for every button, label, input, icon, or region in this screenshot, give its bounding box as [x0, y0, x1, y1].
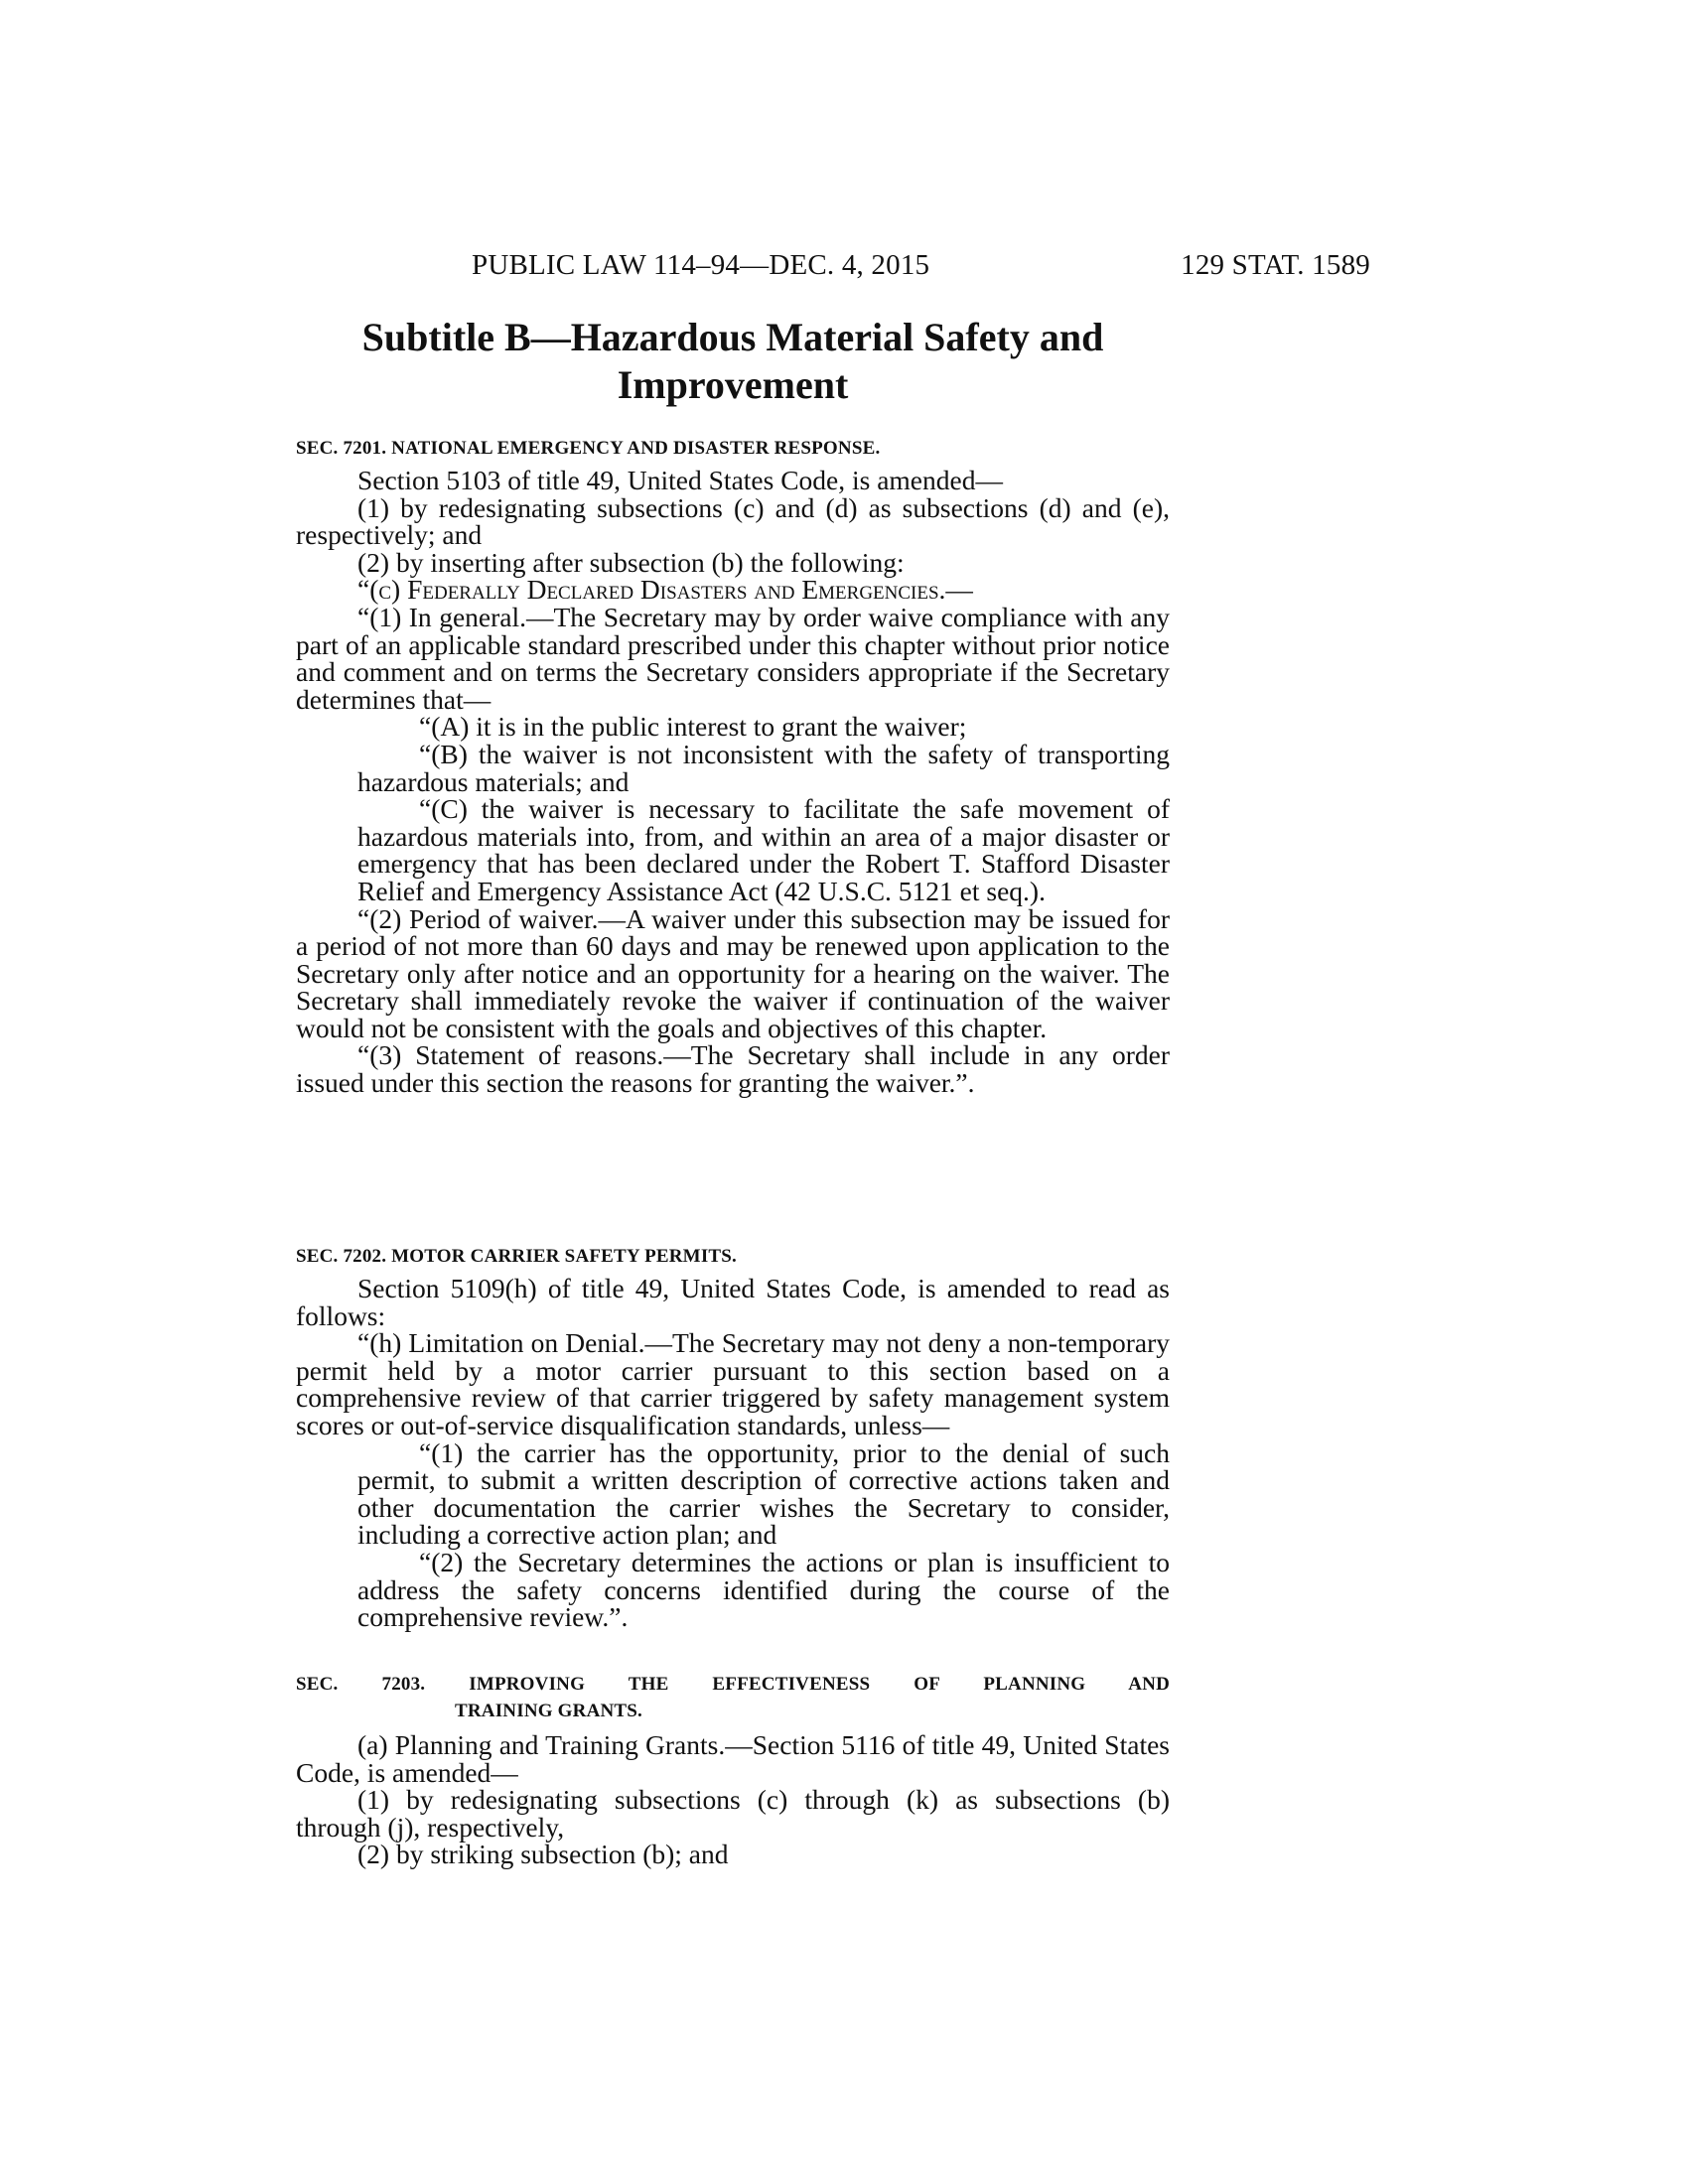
running-header: [298, 249, 1370, 289]
sec7201-c-1-A: “(A) it is in the public interest to grant the waiver;: [419, 711, 967, 743]
sec7202-intro: Section 5109(h) of title 49, United States Code, is amended to read as follows:: [296, 1273, 1170, 1331]
sec7201-c-paragraph-2: “(2) Period of waiver.—A waiver under this subsection may be issued for a period of not more than 60 days and may be renewed upon application to the Secretary only after notice and an opportunity for a hearing on the waiver. The Secretary shall immediately revoke the waiver if continuation of the waiver would not be consistent with the goals and objectives of this chapter.: [296, 902, 1170, 1043]
sec7202-subsection-h: “(h) Limitation on Denial.—The Secretary may not deny a non-temporary permit held by a motor carrier pursuant to this section based on a comprehensive review of that carrier triggered by safety management system scores or out-of-service disqualification standards, unless—: [296, 1327, 1170, 1440]
subtitle-line-1: Subtitle B—Hazardous Material Safety and: [361, 315, 1104, 359]
section-7203-body: [296, 1731, 1170, 1868]
sec7202-h-2: “(2) the Secretary determines the actions or plan is insufficient to address the safety concerns identified during the course of the comprehensive review.”.: [357, 1546, 1170, 1633]
sec7201-item-1: (1) by redesignating subsections (c) and (d) as subsections (d) and (e), respectively; and: [296, 491, 1170, 551]
subtitle-heading: [296, 314, 1170, 409]
section-7202-body: [296, 1275, 1170, 1631]
sec7201-item-2: (2) by inserting after subsection (b) the following:: [357, 546, 905, 578]
sec7203-subsection-a: (a) Planning and Training Grants.—Section 5116 of title 49, United States Code, is amended—: [296, 1729, 1170, 1788]
subtitle-line-2: Improvement: [617, 362, 849, 407]
sec7202-h-1: “(1) the carrier has the opportunity, prior to the denial of such permit, to submit a written description of corrective actions taken and other documentation the carrier wishes the Secretary to consider, including a corrective action plan; and: [357, 1436, 1170, 1551]
sec7201-c-1-C: “(C) the waiver is necessary to facilitate the safe movement of hazardous materials into, from, and within an area of a major disaster or emergency that has been declared under the Robert T. Stafford Disaster Relief and Emergency Assistance Act (42 U.S.C. 5121 et seq.).: [357, 793, 1170, 906]
sec7201-c-paragraph-1: “(1) In general.—The Secretary may by order waive compliance with any part of an applicable standard prescribed under this chapter without prior notice and comment and on terms the Secretary considers appropriate if the Secretary determines that—: [296, 601, 1170, 715]
section-7202-heading: SEC. 7202. MOTOR CARRIER SAFETY PERMITS.: [296, 1246, 737, 1267]
sec7203-a-1: (1) by redesignating subsections (c) through (k) as subsections (b) through (j), respectively,: [296, 1784, 1170, 1843]
section-7203-heading-line-2: TRAINING GRANTS.: [455, 1701, 643, 1721]
sec7201-c-1-B: “(B) the waiver is not inconsistent with the safety of transporting hazardous materials; and: [357, 738, 1170, 797]
sec7203-a-2: (2) by striking subsection (b); and: [357, 1839, 729, 1870]
sec7201-c-paragraph-3: “(3) Statement of reasons.—The Secretary shall include in any order issued under this section the reasons for granting the waiver.”.: [296, 1039, 1170, 1099]
section-7203-heading: [296, 1671, 1170, 1724]
sec7201-subsection-c-heading: “(c) Federally Declared Disasters and Emergencies.—: [357, 574, 973, 606]
section-7201-heading: SEC. 7201. NATIONAL EMERGENCY AND DISASTER RESPONSE.: [296, 438, 881, 459]
section-7201-body: [296, 467, 1170, 1097]
sec7201-intro: Section 5103 of title 49, United States Code, is amended—: [357, 465, 1003, 495]
section-7203-heading-line-1: SEC. 7203. IMPROVING THE EFFECTIVENESS OF PLANNING AND: [296, 1674, 1170, 1695]
page-reference: 129 STAT. 1589: [1181, 249, 1370, 281]
running-title: PUBLIC LAW 114–94—DEC. 4, 2015: [472, 249, 930, 281]
